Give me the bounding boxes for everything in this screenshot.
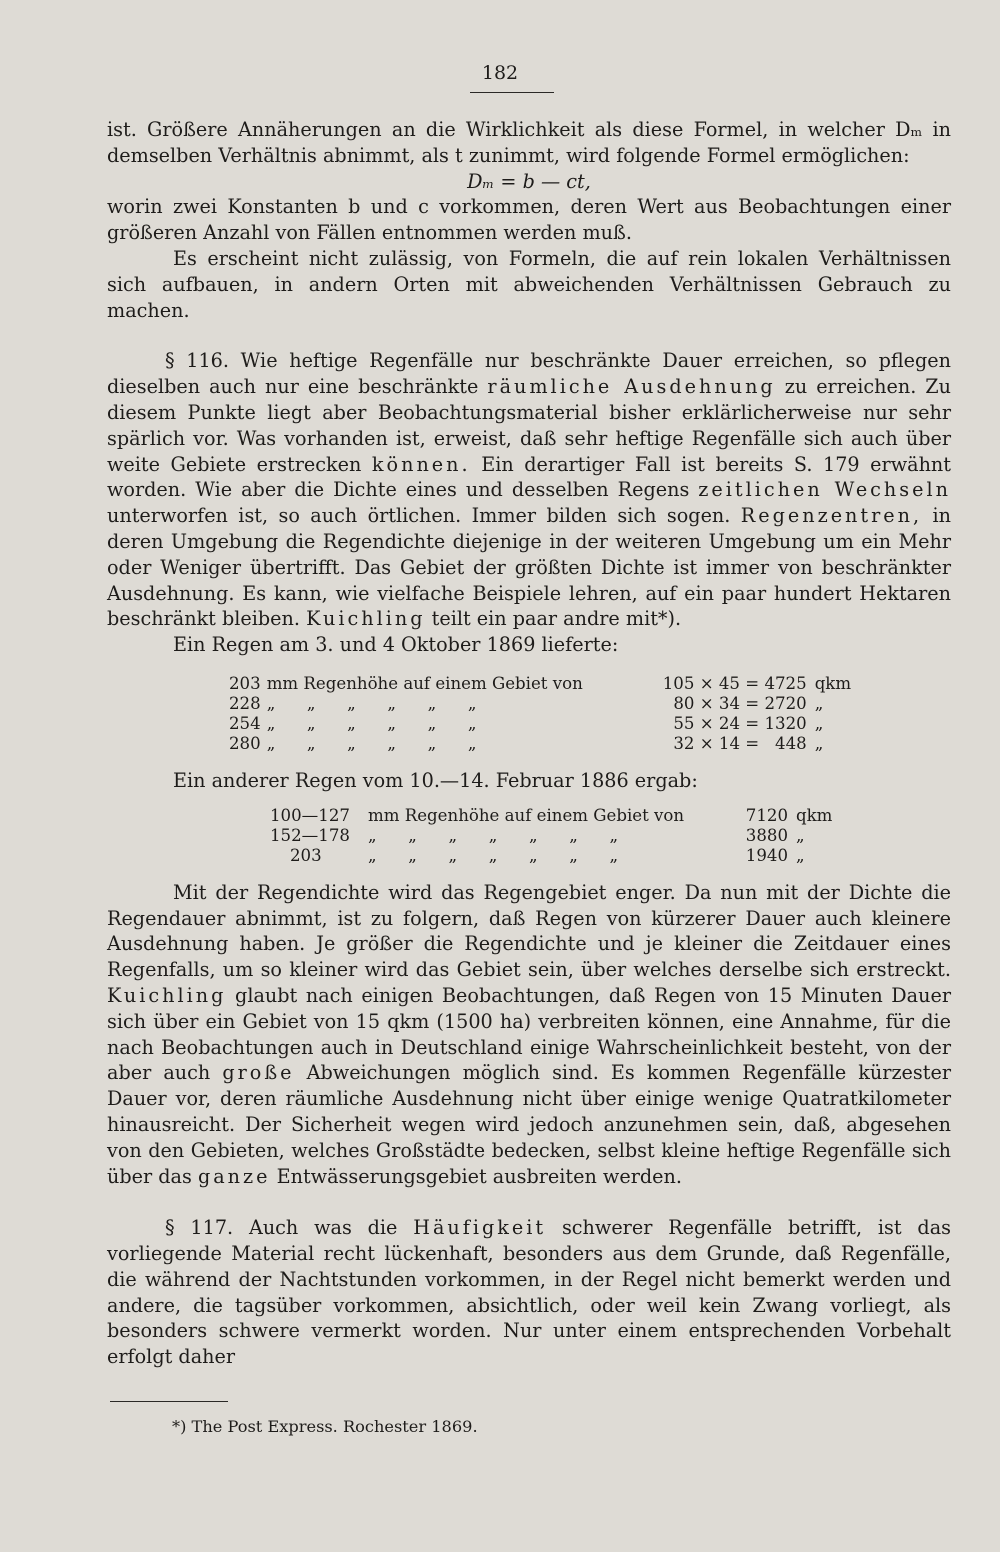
section-116-text-a: § 116. Wie heftige Regenfälle nur beschränkte Dauer erreichen, so pflegen dieselben auch nur eine beschränkte <box>107 349 951 399</box>
rain-2-table-cell-area: 1940 <box>745 845 788 865</box>
section-116-emph-kuichling: Kuichling <box>306 607 426 631</box>
section-116-emph-koennen: können. <box>371 452 471 476</box>
section-116-emph-regenzentren: Regenzentren, <box>740 504 923 528</box>
rain-1-table-cell-unit: „ <box>814 713 824 733</box>
rain-1-table-cell-amount: 254 <box>229 713 261 733</box>
rain-1-table-row <box>229 694 851 714</box>
section-116-text-i: in deren Umgebung die Regendichte diejenige in der weiteren Umgebung um ein Mehr oder Weniger übertrifft. Das Gebiet der größten Dichte ist immer von beschränkter Ausdehnung. Es kann, wie vielfache Beispiele lehren, auf ein paar hundert Hektaren beschränkt bleiben. <box>107 504 951 631</box>
paragraph-5-text-e: Abweichungen möglich sind. Es kommen Regenfälle kürzester Dauer vor, deren räumliche Ausdehnung nicht über einige wenige Quatratkilometer hinausreicht. Der Sicherheit wegen wird jedoch anzunehmen sein, daß, abgesehen von den Gebieten, welches Großstädte bedecken, selbst kleine heftige Regenfälle sich über das <box>107 1061 951 1188</box>
rain-1-table-cell-desc: „ „ „ „ „ „ <box>266 733 477 753</box>
rain-1-table-cell-amount: 228 <box>229 693 261 713</box>
rain-2-table-cell-unit: qkm <box>796 805 833 825</box>
body-text <box>107 117 951 1370</box>
section-116-emph-ausdehnung: räumliche Ausdehnung <box>487 375 776 399</box>
section-116-text-e: Ein derartiger Fall ist bereits S. 179 erwähnt worden. Wie aber die Dichte eines und desselben Regens <box>107 452 951 502</box>
section-116-text-c: zu erreichen. Zu diesem Punkte liegt aber Beobachtungsmaterial bisher erklärlicherweise nur sehr spärlich vor. Was vorhanden ist, erweist, daß sehr heftige Regenfälle sich auch über weite Gebiete erstrecken <box>107 375 951 476</box>
rain-1-table-row <box>229 734 851 754</box>
rain-1-table-cell-desc: mm Regenhöhe auf einem Gebiet von <box>266 673 583 693</box>
rain-2-table-cell-amount: 152—178 <box>270 825 350 845</box>
page-number: 182 <box>481 62 519 84</box>
rain-1-table-cell-calc: 105 × 45 = 4725 <box>662 673 807 693</box>
rain-1-table-cell-amount: 280 <box>229 733 261 753</box>
paragraph-1: ist. Größere Annäherungen an die Wirklichkeit als diese Formel, in welcher Dₘ in demselben Verhältnis abnimmt, als t zunimmt, wird folgende Formel ermöglichen: <box>107 118 951 167</box>
section-117-emph-haeufigkeit: Häufigkeit <box>413 1216 547 1240</box>
rain-2-table-cell-desc: mm Regenhöhe auf einem Gebiet von <box>368 805 685 825</box>
rain-2-table-cell-area: 7120 <box>745 805 788 825</box>
paragraph-5-text-a: Mit der Regendichte wird das Regengebiet enger. Da nun mit der Dichte die Regendauer abnimmt, ist zu folgern, daß Regen von kürzerer Dauer auch kleinere Ausdehnung haben. Je größer die Regendichte und je kleiner die Zeitdauer eines Regenfalls, um so kleiner wird das Gebiet sein, über welches derselbe sich erstreckt. <box>107 880 951 982</box>
paragraph-5-text-c: glaubt nach einigen Beobachtungen, daß Regen von 15 Minuten Dauer sich über ein Gebiet von 15 qkm (1500 ha) verbreiten können, eine Annahme, für die nach Beobachtungen auch in Deutschland einige Wahrscheinlichkeit besteht, von der aber auch <box>107 983 951 1085</box>
paragraph-5-text-g: Entwässerungsgebiet ausbreiten werden. <box>270 1164 682 1188</box>
section-117 <box>107 1215 951 1370</box>
rain-2-table-row <box>270 806 832 826</box>
rain-1-table-cell-unit: „ <box>814 733 824 753</box>
section-116-text-g: unterworfen ist, so auch örtlichen. Immer bilden sich sogen. <box>107 504 741 528</box>
rain-2-table-cell-amount: 203 <box>290 845 322 865</box>
rain-1-table-row <box>229 674 851 694</box>
rain-2-table-cell-amount: 100—127 <box>270 805 350 825</box>
rain-2-table <box>270 806 832 866</box>
rain-1-table-cell-desc: „ „ „ „ „ „ <box>266 693 477 713</box>
rain-1-table-cell-desc: „ „ „ „ „ „ <box>266 713 477 733</box>
rain-1-table-row <box>229 714 851 734</box>
rain-2-table-cell-desc: „ „ „ „ „ „ „ <box>368 825 619 845</box>
rain-2-table-cell-unit: „ <box>796 845 805 865</box>
paragraph-2: worin zwei Konstanten b und c vorkommen, deren Wert aus Beobachtungen einer größeren Anzahl von Fällen entnommen werden muß. <box>107 195 951 245</box>
rain-1-table <box>229 674 851 754</box>
paragraph-3: Es erscheint nicht zulässig, von Formeln, die auf rein lokalen Verhältnissen sich aufbauen, in andern Orten mit abweichenden Verhältnissen Gebrauch zu machen. <box>107 246 951 322</box>
rain-2-table-cell-unit: „ <box>796 825 805 845</box>
section-117-text-c: schwerer Regenfälle betrifft, ist das vorliegende Material recht lückenhaft, besonders aus dem Grunde, daß Regenfälle, die während der Nachtstunden vorkommen, in der Regel nicht bemerkt werden und andere, die tagsüber vorkommen, absichtlich, oder weil kein Zwang vorliegt, als besonders schwere vermerkt worden. Nur unter einem entsprechenden Vorbehalt erfolgt daher <box>107 1216 951 1369</box>
section-116-text-k: teilt ein paar andre mit*). <box>425 607 682 631</box>
rain-1-table-cell-calc: 32 × 14 = 448 <box>673 733 807 753</box>
section-117-text-a: § 117. Auch was die <box>165 1216 414 1240</box>
rain-2-table-cell-area: 3880 <box>745 825 788 845</box>
rain-1-table-cell-calc: 55 × 24 = 1320 <box>673 713 807 733</box>
rain-2-table-cell-desc: „ „ „ „ „ „ „ <box>368 845 619 865</box>
paragraph-5-emph-kuichling: Kuichling <box>107 983 227 1007</box>
paragraph-5-emph-grosse: große <box>222 1061 295 1085</box>
rain-2-table-row <box>270 846 832 866</box>
rain-1-table-cell-unit: qkm <box>814 673 852 693</box>
rain-1-table-cell-amount: 203 <box>229 673 261 693</box>
section-116 <box>107 348 951 632</box>
rain-1-intro: Ein Regen am 3. und 4 Oktober 1869 lieferte: <box>173 633 619 657</box>
rain-2-table-row <box>270 826 832 846</box>
footnote-rule <box>110 1401 228 1402</box>
section-116-emph-wechseln: zeitlichen Wechseln <box>698 478 951 502</box>
rain-2-intro: Ein anderer Regen vom 10.—14. Februar 1886 ergab: <box>173 768 698 792</box>
paragraph-5-emph-ganze: ganze <box>197 1164 271 1188</box>
page-number-rule <box>470 92 554 93</box>
formula: Dₘ = b — ct, <box>467 169 591 193</box>
footnote: *) The Post Express. Rochester 1869. <box>172 1417 478 1436</box>
rain-1-table-cell-calc: 80 × 34 = 2720 <box>673 693 807 713</box>
paragraph-5 <box>107 880 951 1190</box>
rain-1-table-cell-unit: „ <box>814 693 824 713</box>
